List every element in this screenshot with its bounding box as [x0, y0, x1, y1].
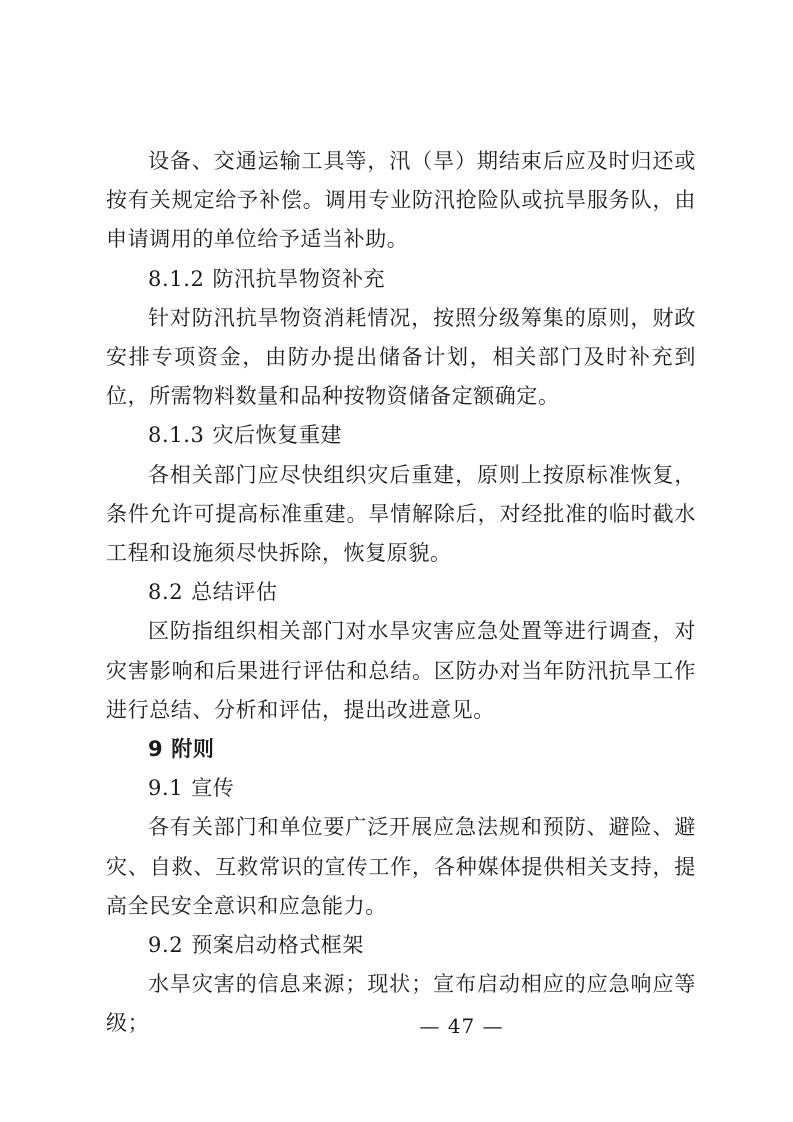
heading-number: 8.1.3	[148, 423, 205, 448]
paragraph-plan-framework: 水旱灾害的信息来源；现状；宣布启动相应的应急响应等级；	[106, 972, 696, 1036]
paragraph-reconstruction: 各相关部门应尽快组织灾后重建，原则上按原标准恢复，条件允许可提高标准重建。旱情解除后，对经批准的临时截水工程和设施须尽快拆除，恢复原貌。	[106, 462, 696, 566]
heading-9-1	[106, 769, 696, 808]
heading-8-1-3	[106, 416, 696, 455]
paragraph-material-supplement: 针对防汛抗旱物资消耗情况，按照分级筹集的原则，财政安排专项资金，由防办提出储备计划，相关部门及时补充到位，所需物料数量和品种按物资储备定额确定。	[106, 305, 696, 409]
heading-8-1-2	[106, 260, 696, 299]
heading-title: 总结评估	[191, 580, 278, 605]
heading-number: 8.2	[148, 580, 184, 605]
paragraph-evaluation: 区防指组织相关部门对水旱灾害应急处置等进行调查，对灾害影响和后果进行评估和总结。区防办对当年防汛抗旱工作进行总结、分析和评估，提出改进意见。	[106, 619, 696, 722]
heading-title: 预案启动格式框架	[191, 933, 365, 958]
heading-title: 附则	[171, 737, 215, 762]
heading-8-2	[106, 573, 696, 612]
paragraph-publicity: 各有关部门和单位要广泛开展应急法规和预防、避险、避灾、自救、互救常识的宣传工作，各种媒体提供相关支持，提高全民安全意识和应急能力。	[106, 815, 696, 918]
heading-title: 防汛抗旱物资补充	[212, 266, 386, 291]
heading-number: 9	[148, 737, 164, 762]
heading-number: 8.1.2	[148, 266, 205, 291]
heading-title: 宣传	[191, 776, 235, 801]
heading-9	[106, 730, 696, 769]
page-number: — 47 —	[419, 1014, 504, 1038]
heading-number: 9.2	[148, 933, 184, 958]
heading-title: 灾后恢复重建	[212, 423, 343, 448]
paragraph-equipment-return: 设备、交通运输工具等，汛（旱）期结束后应及时归还或按有关规定给予补偿。调用专业防汛抢险队或抗旱服务队，由申请调用的单位给予适当补助。	[106, 149, 696, 252]
heading-number: 9.1	[148, 776, 184, 801]
document-body	[106, 142, 696, 1044]
heading-9-2	[106, 926, 696, 965]
